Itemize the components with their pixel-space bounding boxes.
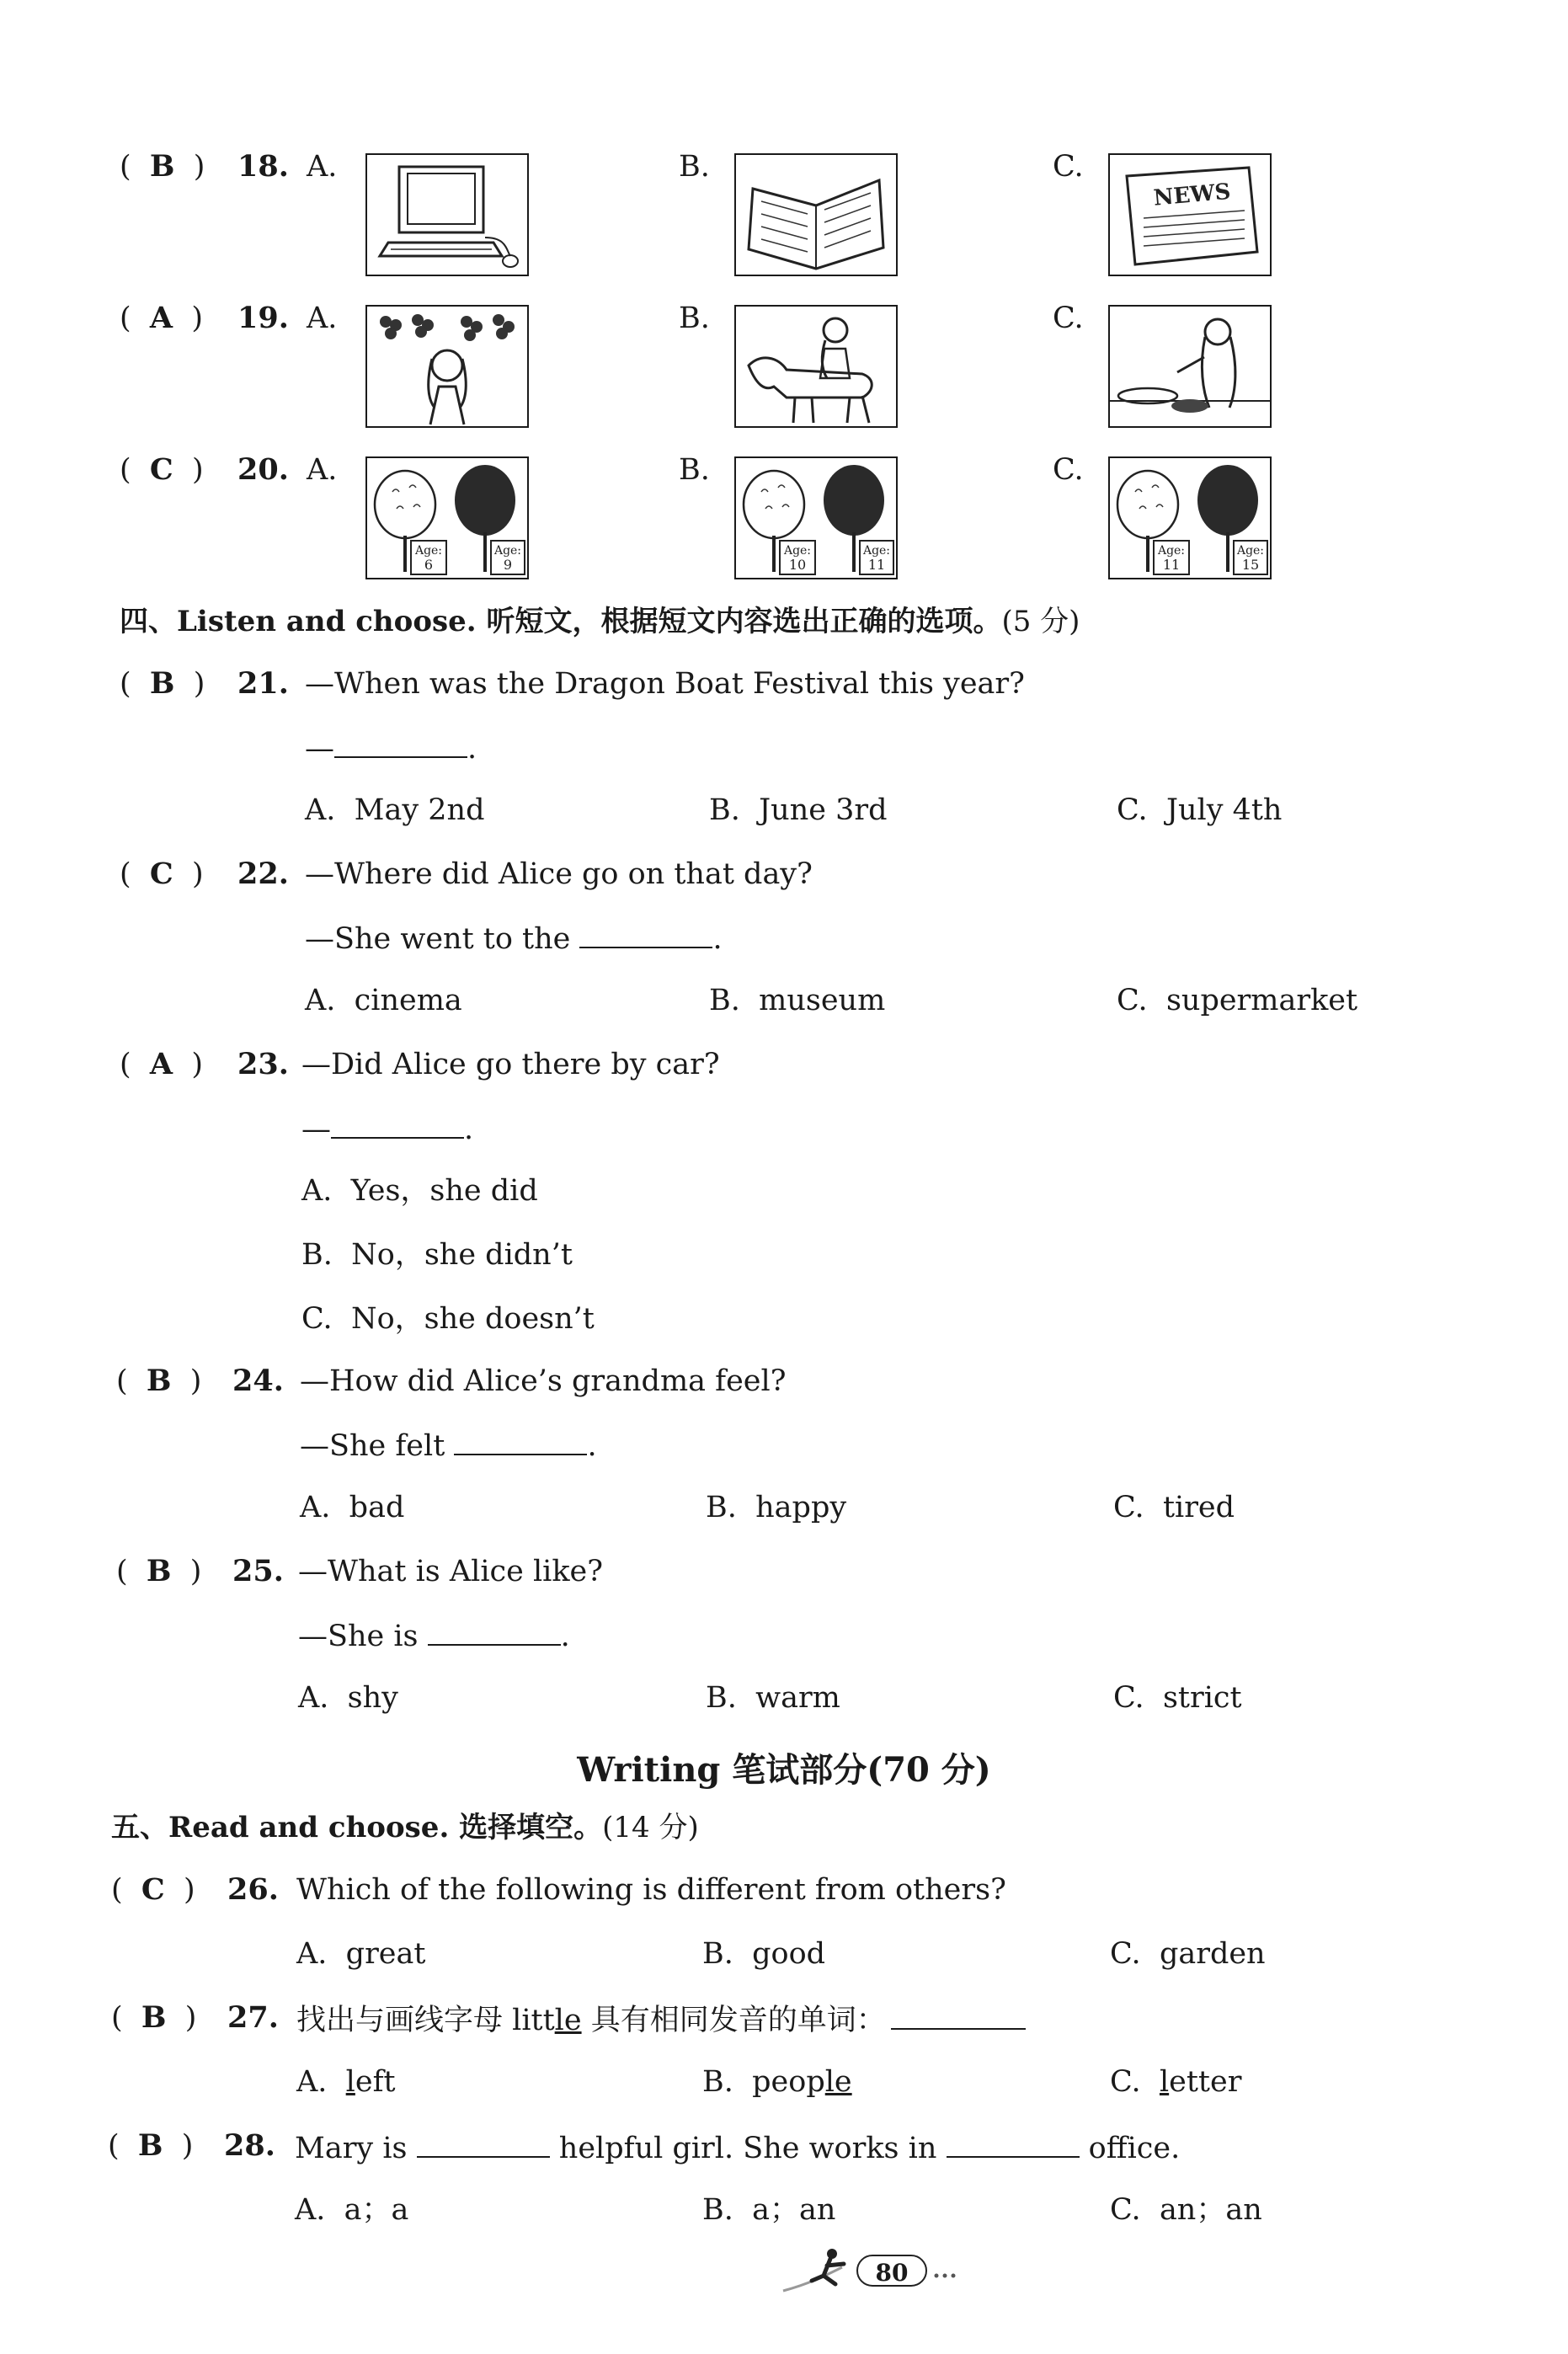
answer-slot: ( B ) (111, 2000, 197, 2035)
trees-age-picture (365, 456, 529, 579)
answer-line: —She went to the . (305, 920, 723, 956)
option-label: B. (679, 150, 710, 184)
section-heading: 五、Read and choose. 选择填空。(14 分) (111, 1811, 699, 1844)
answer-slot: ( C ) (120, 857, 204, 891)
question-text: —When was the Dragon Boat Festival this year? (305, 667, 1025, 701)
age-value: 11 (1162, 557, 1181, 573)
answer-slot: ( B ) (116, 1364, 202, 1398)
fill-blank (579, 920, 712, 948)
question-number: 18. (237, 149, 289, 184)
question-number: 27. (227, 2000, 279, 2035)
fill-blank (334, 729, 467, 758)
option-c: C. garden (1110, 1937, 1266, 1971)
question-number: 21. (237, 666, 289, 701)
answer-line: — . (301, 1110, 473, 1146)
option-c: C. supermarket (1117, 984, 1358, 1017)
section-heading: 四、Listen and choose. 听短文，根据短文内容选出正确的选项。(5 分) (120, 605, 1080, 638)
option-label: C. (1053, 302, 1084, 335)
option-b: B. No，she didn’t (301, 1238, 573, 1272)
option-label: B. (679, 453, 710, 487)
trees-age-picture (734, 456, 898, 579)
answer-slot: ( B ) (116, 1554, 202, 1588)
option-b: B. museum (709, 984, 886, 1017)
option-b: B. June 3rd (709, 793, 888, 827)
fill-blank (331, 1110, 464, 1139)
age-label: Age: (1157, 544, 1186, 558)
option-a: A. shy (298, 1681, 398, 1715)
newspaper-headline: NEWS (1152, 179, 1232, 211)
question-number: 25. (232, 1554, 284, 1588)
girl-horse-picture (734, 305, 898, 428)
age-value: 10 (788, 557, 807, 573)
fill-blank (891, 2001, 1026, 2030)
age-value: 9 (503, 557, 513, 573)
answer-slot: ( B ) (120, 666, 205, 701)
question-number: 19. (237, 301, 289, 335)
answer-slot: ( C ) (120, 452, 204, 487)
option-a: A. bad (300, 1491, 405, 1524)
answer-line: —She is . (298, 1617, 570, 1653)
question-number: 20. (237, 452, 289, 487)
option-a: A. great (296, 1937, 426, 1971)
option-b: B. a；an (702, 2193, 836, 2227)
option-c: C. tired (1113, 1491, 1235, 1524)
question-number: 26. (227, 1872, 279, 1907)
question-text: Mary is helpful girl. She works in office. (295, 2129, 1180, 2165)
girl-grapes-picture (365, 305, 529, 428)
option-label: C. (1053, 453, 1084, 487)
answer-slot: ( C ) (111, 1872, 195, 1907)
option-c: C. an；an (1110, 2193, 1262, 2227)
question-text: Which of the following is different from others? (296, 1873, 1006, 1907)
option-label: A. (307, 150, 338, 184)
question-text: —How did Alice’s grandma feel? (300, 1364, 787, 1398)
fill-blank (454, 1427, 587, 1455)
question-text: —Where did Alice go on that day? (305, 857, 813, 891)
open-book-picture (734, 153, 898, 276)
trees-age-picture (1108, 456, 1272, 579)
answer-slot: ( A ) (120, 1047, 203, 1081)
option-a: A. a；a (295, 2193, 409, 2227)
option-c: C. letter (1110, 2065, 1242, 2099)
option-b: B. people (702, 2065, 852, 2099)
question-text: —Did Alice go there by car? (301, 1048, 720, 1081)
computer-picture (365, 153, 529, 276)
age-label: Age: (862, 544, 891, 558)
option-b: B. good (702, 1937, 826, 1971)
question-text: —What is Alice like? (298, 1555, 604, 1588)
age-label: Age: (1236, 544, 1265, 558)
option-c: C. No，she doesn’t (301, 1302, 595, 1336)
option-label: A. (307, 302, 338, 335)
question-number: 28. (224, 2128, 275, 2163)
page-footer (775, 2242, 968, 2301)
question-number: 24. (232, 1364, 284, 1398)
answer-line: — . (305, 729, 477, 766)
answer-slot: ( B ) (108, 2128, 194, 2163)
question-number: 22. (237, 857, 289, 891)
option-c: C. July 4th (1117, 793, 1283, 827)
fill-blank (417, 2129, 550, 2158)
option-label: B. (679, 302, 710, 335)
option-label: C. (1053, 150, 1084, 184)
age-value: 6 (424, 557, 434, 573)
option-label: A. (307, 453, 338, 487)
option-a: A. cinema (305, 984, 462, 1017)
option-b: B. happy (706, 1491, 847, 1524)
age-label: Age: (783, 544, 812, 558)
option-b: B. warm (706, 1681, 840, 1715)
age-label: Age: (493, 544, 522, 558)
age-value: 11 (867, 557, 886, 573)
newspaper-picture (1108, 153, 1272, 276)
fill-blank (428, 1617, 561, 1646)
answer-slot: ( B ) (120, 149, 205, 184)
writing-section-title: Writing 笔试部分(70 分) (577, 1750, 991, 1790)
page-number: 80 (875, 2259, 909, 2287)
option-a: A. Yes，she did (301, 1174, 538, 1208)
age-value: 15 (1241, 557, 1260, 573)
option-c: C. strict (1113, 1681, 1242, 1715)
age-label: Age: (414, 544, 443, 558)
girl-cooking-picture (1108, 305, 1272, 428)
answer-line: —She felt . (300, 1427, 597, 1463)
fill-blank (947, 2129, 1080, 2158)
option-a: A. May 2nd (305, 793, 485, 827)
question-text: 找出与画线字母 little 具有相同发音的单词： (296, 2001, 1026, 2037)
answer-slot: ( A ) (120, 301, 203, 335)
question-number: 23. (237, 1047, 289, 1081)
option-a: A. left (296, 2065, 396, 2099)
